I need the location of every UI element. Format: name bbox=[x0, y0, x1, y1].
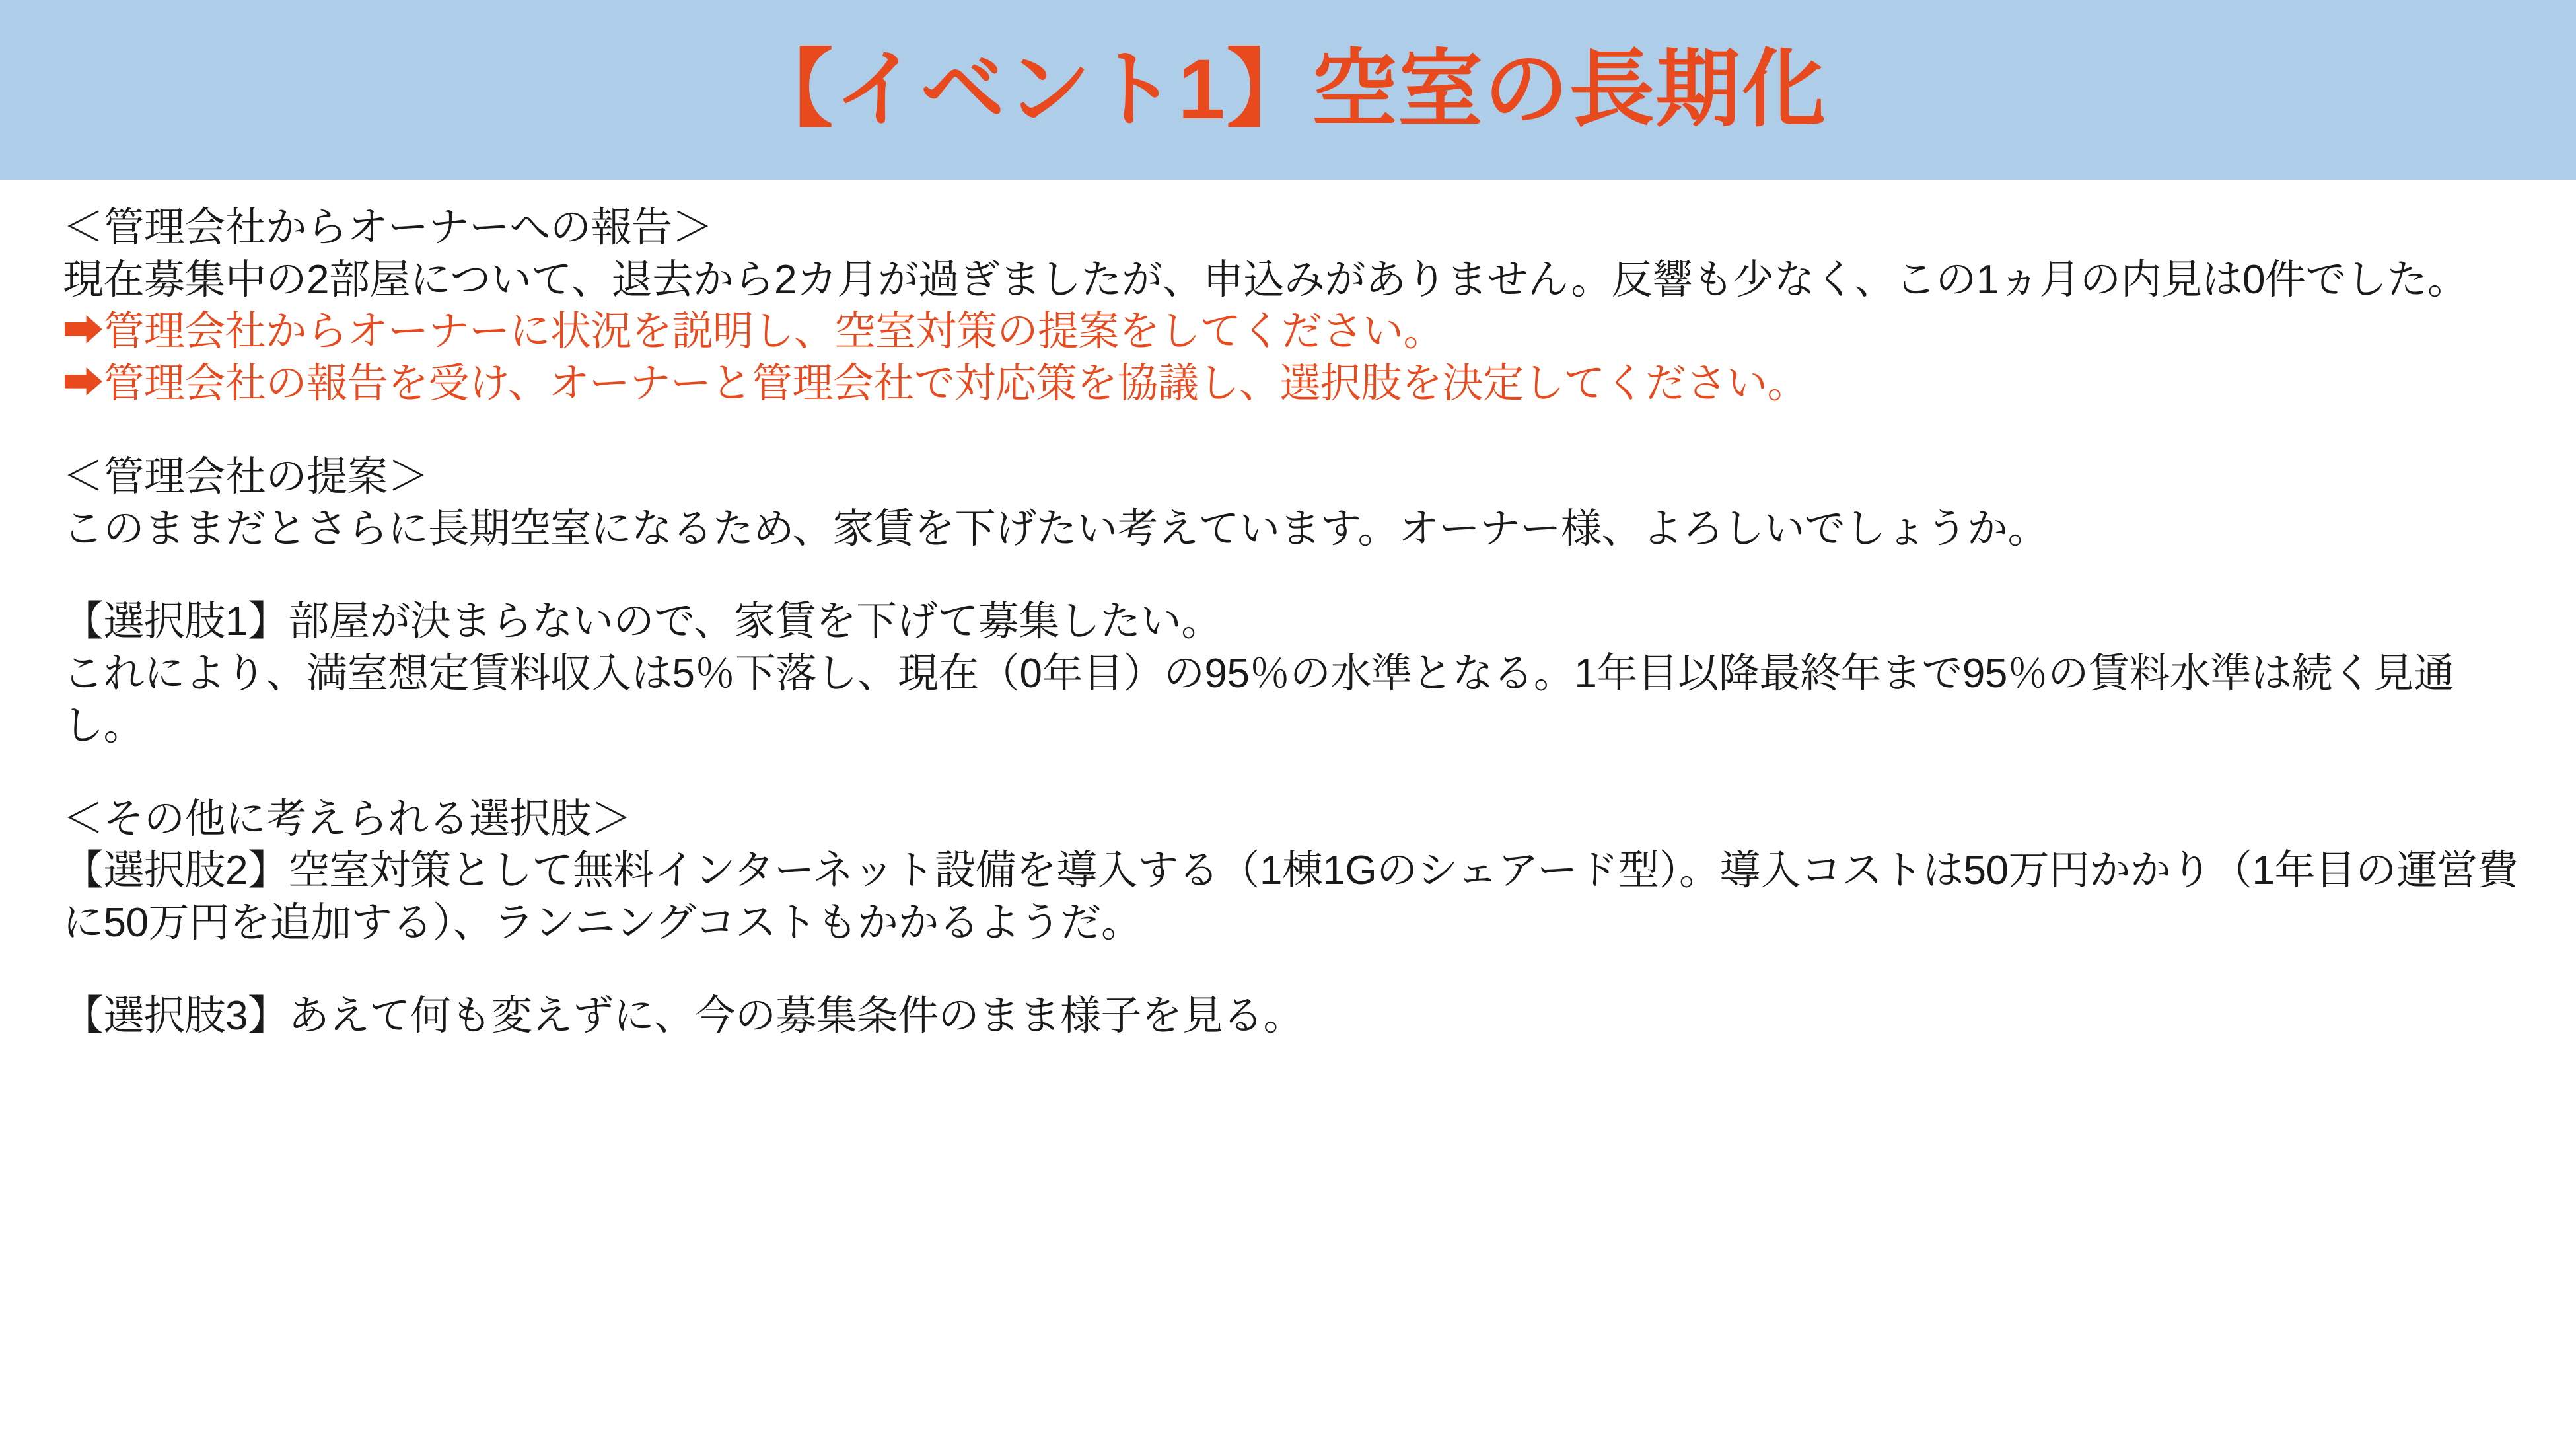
proposal-heading: ＜管理会社の提案＞ bbox=[63, 453, 429, 500]
page-title: 【イベント1】空室の長期化 bbox=[748, 42, 1828, 137]
gap-2 bbox=[63, 555, 2530, 596]
report-body: 現在募集中の2部屋について、退去から2カ月が過ぎましたが、申込みがありません。反響も少なく、この1ヵ月の内見は0件でした。 bbox=[63, 256, 2468, 303]
proposal-body: このままだとさらに長期空室になるため、家賃を下げたい考えています。オーナー様、よろしいでしょうか。 bbox=[63, 505, 2049, 552]
option-1-body: これにより、満室想定賃料収入は5％下落し、現在（0年目）の95％の水準となる。1年目以降最終年まで95％の賃料水準は続く見通し。 bbox=[63, 651, 2454, 749]
slide-body bbox=[0, 180, 2576, 1043]
report-heading: ＜管理会社からオーナーへの報告＞ bbox=[63, 205, 713, 250]
gap-3 bbox=[63, 753, 2530, 794]
gap-4 bbox=[63, 949, 2530, 990]
option-2: 【選択肢2】空室対策として無料インターネット設備を導入する（1棟1Gのシェアード型）。導入コストは50万円かかり（1年目の運営費に50万円を追加する）、ランニングコストもかかるようだ。 bbox=[63, 848, 2519, 946]
option-3: 【選択肢3】あえて何も変えずに、今の募集条件のまま様子を見る。 bbox=[63, 992, 1304, 1039]
gap-1 bbox=[63, 410, 2530, 451]
instruction-2: ➡管理会社の報告を受け、オーナーと管理会社で対応策を協議し、選択肢を決定してください。 bbox=[63, 361, 1808, 407]
option-1-heading: 【選択肢1】部屋が決まらないので、家賃を下げて募集したい。 bbox=[63, 599, 1222, 645]
other-options-heading: ＜その他に考えられる選択肢＞ bbox=[63, 796, 632, 842]
instruction-1: ➡管理会社からオーナーに状況を説明し、空室対策の提案をしてください。 bbox=[63, 309, 1445, 355]
title-band bbox=[0, 0, 2576, 180]
